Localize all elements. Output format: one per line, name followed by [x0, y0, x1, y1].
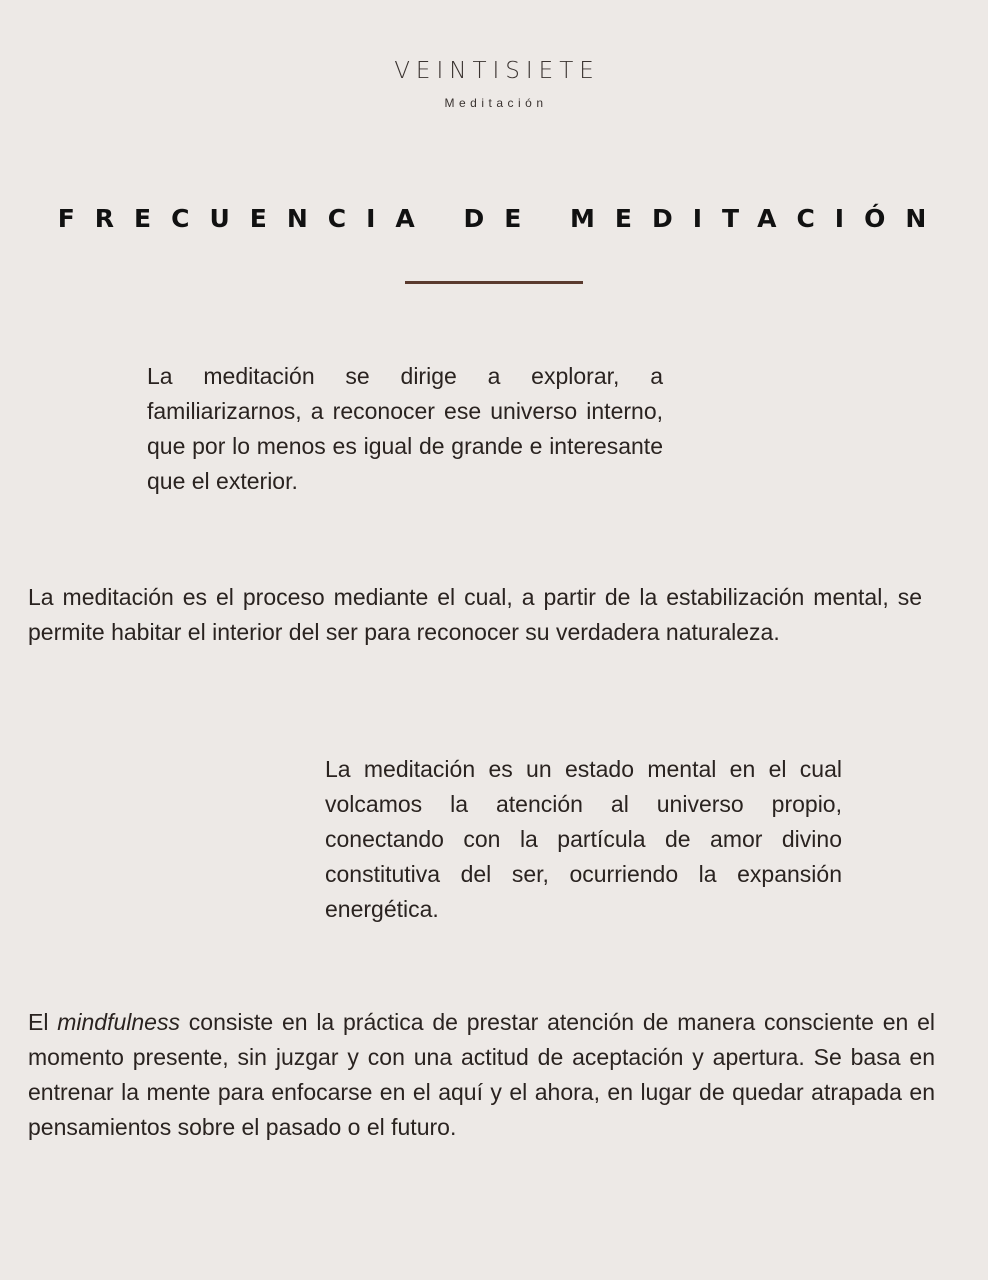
paragraph-mindfulness: [28, 1005, 935, 1145]
mindfulness-term: mindfulness: [57, 1009, 180, 1035]
page-title: FRECUENCIA DE MEDITACIÓN: [57, 204, 947, 233]
brand-subtitle: Meditación: [444, 96, 548, 110]
paragraph-proceso: La meditación es el proceso mediante el cual, a partir de la estabilización mental, se permite habitar el interior del ser para reconocer su verdadera naturaleza.: [28, 584, 922, 645]
mindfulness-intro: El: [28, 1009, 58, 1035]
brand-name: VEINTISIETE: [394, 58, 600, 84]
paragraph-explorar: La meditación se dirige a explorar, a familiarizarnos, a reconocer ese universo interno, que por lo menos es igual de grande e interesante que el exterior.: [147, 363, 663, 494]
title-divider: [405, 281, 583, 284]
brand-header: [0, 58, 988, 110]
mindfulness-definition: consiste en la práctica de prestar atención de manera consciente en el momento presente, sin juzgar y con una actitud de aceptación y apertura. Se basa en entrenar la mente para enfocarse en el aquí y el ahora, en lugar de quedar atrapada en pensamientos sobre el pasado o el futuro.: [28, 1009, 935, 1140]
paragraph-estado-mental: La meditación es un estado mental en el cual volcamos la atención al universo propio, conectando con la partícula de amor divino constitutiva del ser, ocurriendo la expansión energética.: [325, 756, 842, 922]
